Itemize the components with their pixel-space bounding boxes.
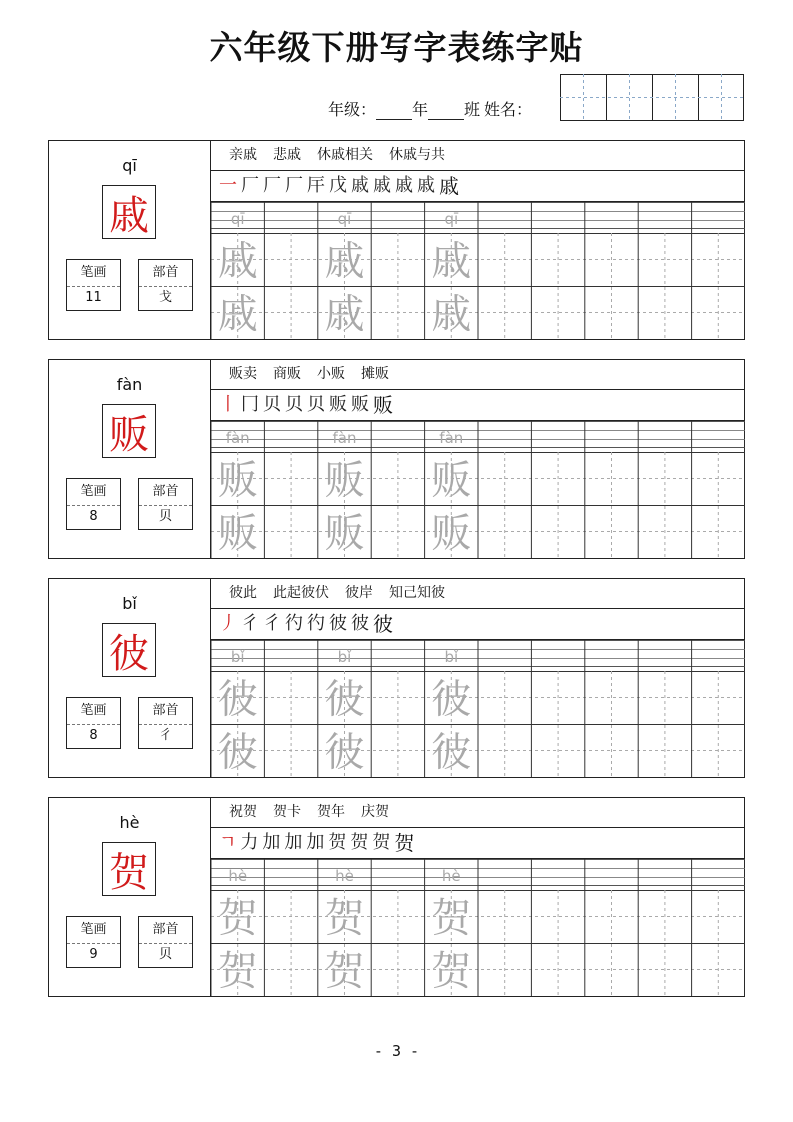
tracing-pinyin: fàn [332, 429, 357, 447]
tracing-pinyin: bǐ [444, 648, 459, 666]
tracing-character: 贩 [431, 457, 472, 504]
stroke-order [211, 390, 745, 421]
stroke-order-step: 冂 [241, 394, 259, 415]
tracing-character: 彼 [217, 729, 258, 776]
stroke-order-step: 厈 [307, 175, 325, 196]
word-item: 此起彼伏 [273, 585, 329, 601]
practice-panel [211, 360, 745, 558]
radical-box [138, 478, 193, 530]
word-item: 彼岸 [345, 585, 373, 601]
tracing-character: 贩 [217, 457, 258, 504]
word-item: 商贩 [273, 366, 301, 382]
word-item: 悲戚 [273, 147, 301, 163]
grade-label: 年级： [328, 100, 377, 119]
tracing-character: 贺 [324, 895, 365, 942]
tracing-pinyin: hè [228, 867, 248, 885]
practice-panel [211, 579, 745, 777]
tracing-pinyin: qī [444, 210, 459, 228]
model-character: 贺 [102, 842, 156, 896]
word-list [211, 141, 745, 171]
stroke-count-label: 笔画 [67, 917, 120, 944]
stroke-count-value: 8 [89, 509, 98, 524]
tracing-character: 戚 [217, 238, 258, 285]
word-item: 亲戚 [229, 147, 257, 163]
stroke-order-step: 彼 [373, 612, 393, 636]
tracing-pinyin: hè [441, 867, 461, 885]
stroke-order-step: 戚 [351, 175, 369, 196]
word-item: 贺年 [317, 804, 345, 820]
word-item: 知己知彼 [389, 585, 445, 601]
practice-panel [211, 141, 745, 339]
stroke-order-step: 戚 [395, 175, 413, 196]
word-item: 彼此 [229, 585, 257, 601]
stroke-order-step: 贝 [263, 394, 281, 415]
radical-value: 戈 [158, 290, 172, 305]
tracing-character: 彼 [431, 676, 472, 723]
tracing-character: 戚 [217, 291, 258, 338]
tracing-pinyin: bǐ [230, 648, 245, 666]
stroke-order-step: 彼 [329, 613, 347, 634]
stroke-order [211, 828, 745, 859]
tracing-character: 贩 [431, 510, 472, 557]
stroke-order-step: 彴 [307, 613, 325, 634]
word-item: 休戚与共 [389, 147, 445, 163]
stroke-order-step: 彼 [351, 613, 369, 634]
stroke-order-step: 加 [262, 832, 281, 853]
radical-value: 贝 [158, 509, 172, 524]
tracing-character: 彼 [324, 729, 365, 776]
model-character: 戚 [102, 185, 156, 239]
tracing-character: 戚 [431, 238, 472, 285]
word-item: 贩卖 [229, 366, 257, 382]
stroke-order-step: 戚 [417, 175, 435, 196]
radical-box [138, 259, 193, 311]
tracing-character: 贩 [324, 510, 365, 557]
pinyin-label: bǐ [122, 594, 137, 613]
word-item: 祝贺 [229, 804, 257, 820]
writing-grid[interactable] [211, 202, 745, 339]
stroke-order-step: 戚 [439, 174, 459, 198]
stroke-order-step: 贺 [328, 832, 347, 853]
tracing-pinyin: bǐ [337, 648, 352, 666]
class-blank[interactable] [428, 103, 464, 120]
name-writing-grid[interactable] [560, 74, 744, 121]
word-list [211, 579, 745, 609]
stroke-count-box [66, 697, 121, 749]
grade-blank[interactable] [376, 103, 412, 120]
tracing-character: 彼 [324, 676, 365, 723]
stroke-order-step: 厂 [285, 175, 303, 196]
practice-panel [211, 798, 745, 996]
character-info-panel [49, 798, 211, 996]
word-list [211, 360, 745, 390]
stroke-count-value: 11 [85, 290, 102, 305]
word-item: 摊贩 [361, 366, 389, 382]
year-label: 年 [412, 100, 429, 119]
radical-box [138, 916, 193, 968]
character-info-panel [49, 360, 211, 558]
model-character: 彼 [102, 623, 156, 677]
stroke-order-step: 贩 [351, 394, 369, 415]
radical-label: 部首 [139, 479, 192, 506]
radical-label: 部首 [139, 260, 192, 287]
word-item: 庆贺 [361, 804, 389, 820]
stroke-order-step: 彳 [241, 613, 259, 634]
stroke-order-step: 厂 [263, 175, 281, 196]
writing-grid[interactable] [211, 421, 745, 558]
stroke-count-box [66, 916, 121, 968]
tracing-character: 贺 [217, 948, 258, 995]
tracing-character: 彼 [431, 729, 472, 776]
stroke-order-step: 贩 [373, 393, 393, 417]
tracing-character: 贺 [324, 948, 365, 995]
tracing-character: 戚 [324, 238, 365, 285]
tracing-pinyin: qī [337, 210, 352, 228]
tracing-character: 贩 [324, 457, 365, 504]
character-info-panel [49, 579, 211, 777]
page-number: - 3 - [373, 1042, 420, 1060]
tracing-pinyin: hè [335, 867, 354, 885]
stroke-order-step: 厂 [241, 175, 259, 196]
character-card [48, 359, 745, 559]
character-info-panel [49, 141, 211, 339]
stroke-count-label: 笔画 [67, 260, 120, 287]
writing-grid[interactable] [211, 859, 745, 996]
character-card [48, 140, 745, 340]
stroke-order-step: 贺 [394, 831, 415, 855]
stroke-count-box [66, 478, 121, 530]
stroke-order-step: 加 [284, 832, 303, 853]
name-label: 姓名： [484, 100, 533, 119]
stroke-count-label: 笔画 [67, 479, 120, 506]
radical-value: 贝 [158, 947, 172, 962]
radical-value: 彳 [158, 728, 172, 743]
stroke-order-step: 贝 [285, 394, 303, 415]
stroke-order-step: 贩 [329, 394, 347, 415]
tracing-pinyin: qī [230, 210, 245, 228]
stroke-order-step: 加 [306, 832, 325, 853]
pinyin-label: qī [122, 156, 137, 175]
tracing-character: 戚 [324, 291, 365, 338]
word-item: 休戚相关 [317, 147, 373, 163]
stroke-order [211, 171, 745, 202]
stroke-order-step: 贺 [350, 832, 369, 853]
stroke-count-value: 9 [89, 947, 98, 962]
tracing-pinyin: fàn [439, 429, 464, 447]
tracing-character: 贺 [217, 895, 258, 942]
tracing-pinyin: fàn [225, 429, 250, 447]
tracing-character: 贺 [431, 895, 472, 942]
stroke-order-step: 彴 [285, 613, 303, 634]
stroke-count-label: 笔画 [67, 698, 120, 725]
character-card [48, 578, 745, 778]
student-info-line [328, 100, 532, 120]
stroke-count-value: 8 [89, 728, 98, 743]
radical-label: 部首 [139, 698, 192, 725]
tracing-character: 戚 [431, 291, 472, 338]
model-character: 贩 [102, 404, 156, 458]
stroke-order-step: 丨 [219, 394, 237, 415]
tracing-character: 贩 [217, 510, 258, 557]
class-label: 班 [464, 100, 481, 119]
word-item: 小贩 [317, 366, 345, 382]
character-card [48, 797, 745, 997]
radical-box [138, 697, 193, 749]
radical-label: 部首 [139, 917, 192, 944]
stroke-count-box [66, 259, 121, 311]
stroke-order [211, 609, 745, 640]
stroke-order-step: 贺 [372, 832, 391, 853]
stroke-order-step: 丿 [219, 613, 237, 634]
word-list [211, 798, 745, 828]
page-title: 六年级下册写字表练字贴 [209, 28, 584, 67]
word-item: 贺卡 [273, 804, 301, 820]
stroke-order-step: 一 [219, 175, 237, 196]
tracing-character: 贺 [431, 948, 472, 995]
stroke-order-step: 力 [240, 832, 259, 853]
writing-grid[interactable] [211, 640, 745, 777]
stroke-order-step: 彳 [263, 613, 281, 634]
pinyin-label: hè [119, 813, 140, 832]
stroke-order-step: ㄱ [219, 832, 237, 853]
stroke-order-step: 贝 [307, 394, 325, 415]
tracing-character: 彼 [217, 676, 258, 723]
pinyin-label: fàn [116, 375, 143, 394]
stroke-order-step: 戚 [373, 175, 391, 196]
stroke-order-step: 戊 [329, 175, 347, 196]
